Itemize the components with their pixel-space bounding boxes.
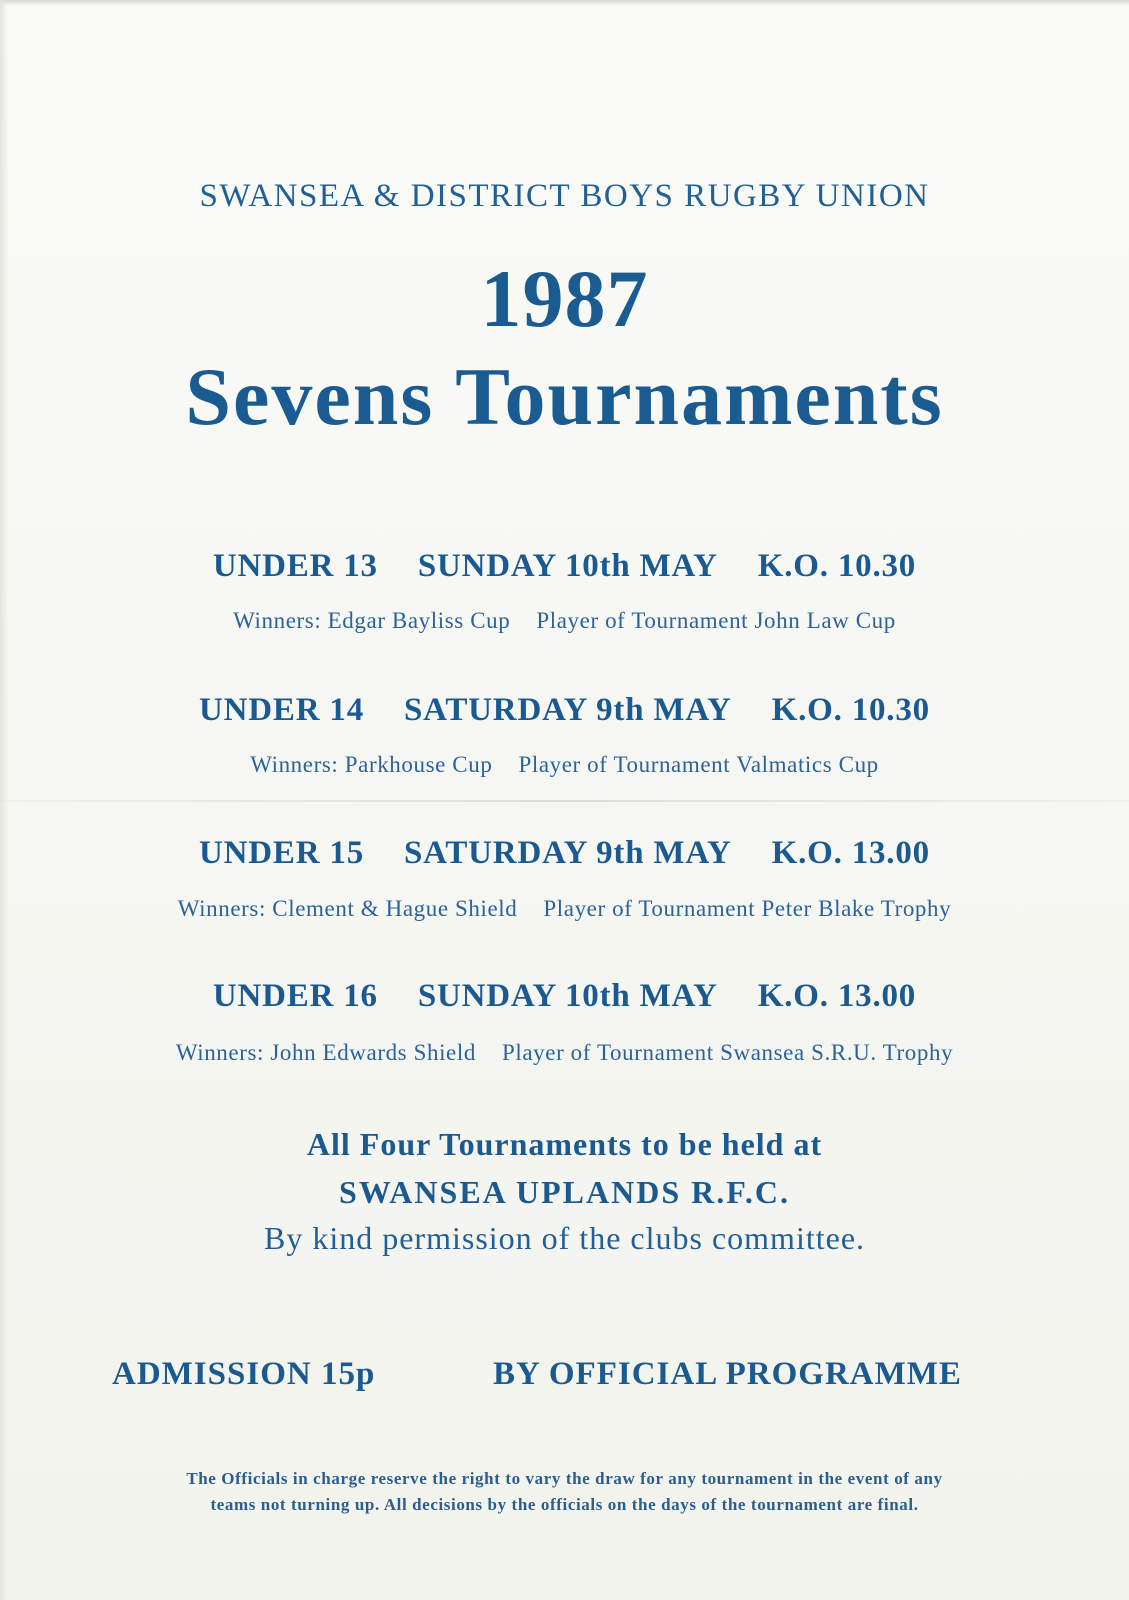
year-heading: 1987 [480, 253, 649, 344]
paper-fold-line [0, 800, 1129, 802]
event-age: UNDER 14 [199, 692, 365, 728]
event-winners: Winners: Clement & Hague Shield [177, 896, 518, 921]
event-row [0, 835, 1129, 872]
event-player: Player of Tournament Valmatics Cup [518, 752, 879, 777]
title-heading: Sevens Tournaments [185, 351, 944, 442]
event-player: Player of Tournament John Law Cup [536, 608, 896, 633]
event-age: UNDER 13 [212, 548, 378, 584]
event-winners: Winners: John Edwards Shield [175, 1040, 476, 1065]
admission-price: ADMISSION 15p [112, 1356, 376, 1392]
event-kickoff: K.O. 13.00 [757, 978, 917, 1014]
event-row [0, 548, 1129, 585]
event-date: SUNDAY 10th MAY [417, 548, 718, 584]
admission-method: BY OFFICIAL PROGRAMME [493, 1356, 962, 1392]
organisation-heading: SWANSEA & DISTRICT BOYS RUGBY UNION [199, 178, 930, 214]
event-date: SATURDAY 9th MAY [404, 835, 732, 871]
event-kickoff: K.O. 10.30 [757, 548, 917, 584]
event-awards [0, 896, 1129, 922]
event-row [0, 978, 1129, 1015]
event-player: Player of Tournament Swansea S.R.U. Trophy [501, 1040, 954, 1065]
event-awards [0, 752, 1129, 778]
venue-permission: By kind permission of the clubs committee. [263, 1220, 866, 1256]
event-row [0, 692, 1129, 729]
event-age: UNDER 15 [199, 835, 365, 871]
event-awards [0, 608, 1129, 634]
event-awards [0, 1040, 1129, 1066]
event-age: UNDER 16 [212, 978, 378, 1014]
disclaimer-line: The Officials in charge reserve the right to vary the draw for any tournament in the event of any [186, 1469, 943, 1488]
event-kickoff: K.O. 10.30 [771, 692, 930, 728]
event-kickoff: K.O. 13.00 [771, 835, 930, 871]
event-player: Player of Tournament Peter Blake Trophy [543, 896, 952, 921]
event-date: SATURDAY 9th MAY [404, 692, 732, 728]
event-winners: Winners: Edgar Bayliss Cup [233, 608, 511, 633]
disclaimer-line: teams not turning up. All decisions by the officials on the days of the tournament are final. [210, 1495, 919, 1514]
paper-top-edge [0, 0, 1129, 6]
venue-name: SWANSEA UPLANDS R.F.C. [339, 1174, 790, 1210]
venue-intro: All Four Tournaments to be held at [306, 1126, 823, 1162]
event-date: SUNDAY 10th MAY [417, 978, 718, 1014]
event-winners: Winners: Parkhouse Cup [250, 752, 493, 777]
